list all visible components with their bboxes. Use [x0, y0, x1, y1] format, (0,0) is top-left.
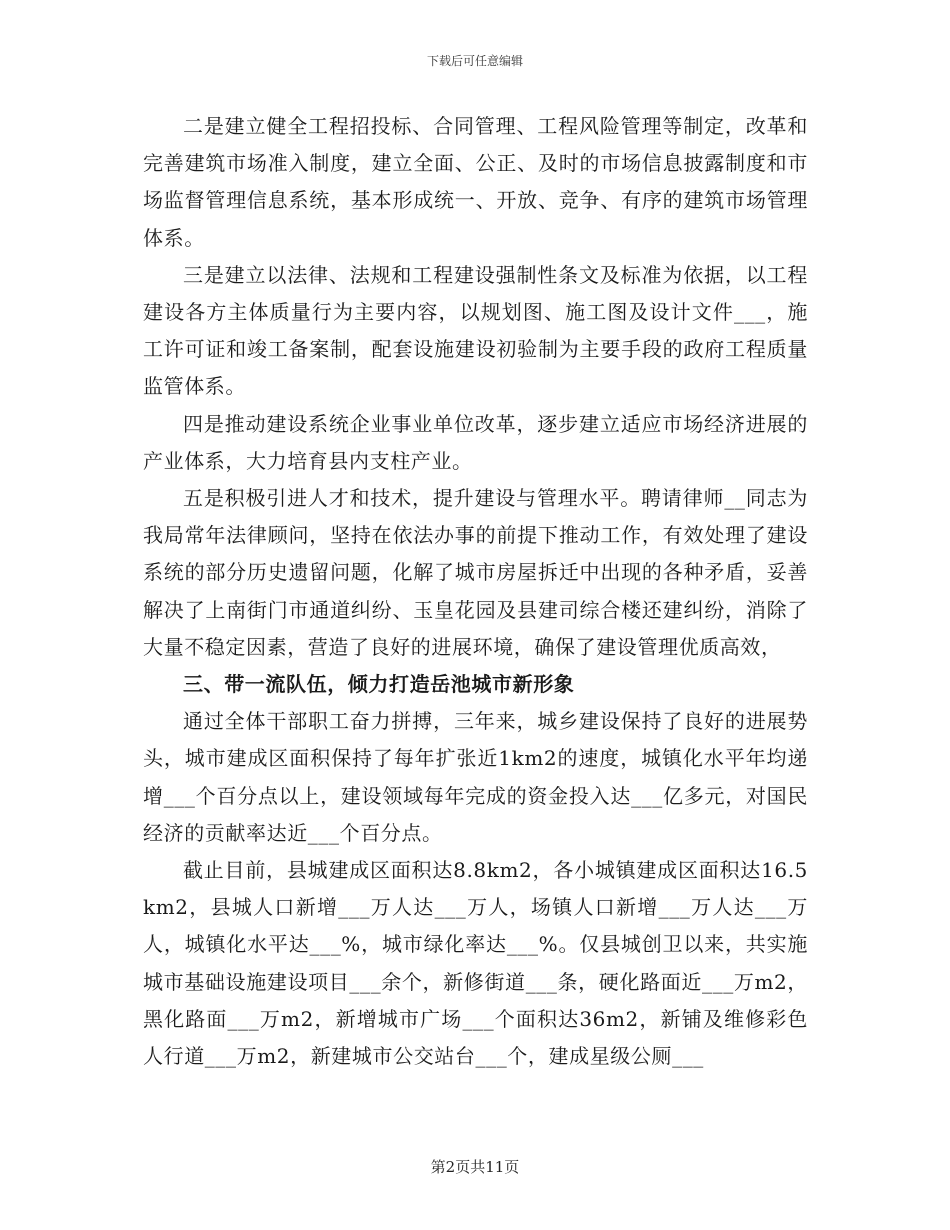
document-body	[143, 108, 808, 1075]
paragraph: 五是积极引进人才和技术，提升建设与管理水平。聘请律师__同志为我局常年法律顾问，坚持在依法办事的前提下推动工作，有效处理了建设系统的部分历史遗留问题，化解了城市房屋拆迁中出现的各种矛盾，妥善解决了上南街门市通道纠纷、玉皇花园及县建司综合楼还建纠纷，消除了大量不稳定因素，营造了良好的进展环境，确保了建设管理优质高效，	[143, 486, 808, 659]
section-heading: 三、带一流队伍，倾力打造岳池城市新形象	[183, 672, 575, 697]
paragraph: 截止目前，县城建成区面积达8.8km2，各小城镇建成区面积达16.5km2，县城人口新增___万人达___万人，场镇人口新增___万人达___万人，城镇化水平达___%，城市绿化率达___%。仅县城创卫以来，共实施城市基础设施建设项目___余个，新修街道___条，硬化路面近___万m2，黑化路面___万m2，新增城市广场___个面积达36m2，新铺及维修彩色人行道___万m2，新建城市公交站台___个，建成星级公厕___	[143, 858, 808, 1069]
paragraph: 通过全体干部职工奋力拼搏，三年来，城乡建设保持了良好的进展势头，城市建成区面积保持了每年扩张近1km2的速度，城镇化水平年均递增___个百分点以上，建设领域每年完成的资金投入达___亿多元，对国民经济的贡献率达近___个百分点。	[143, 709, 808, 845]
paragraph: 二是建立健全工程招投标、合同管理、工程风险管理等制定，改革和完善建筑市场准入制度，建立全面、公正、及时的市场信息披露制度和市场监督管理信息系统，基本形成统一、开放、竞争、有序的建筑市场管理体系。	[143, 114, 808, 250]
paragraph: 三是建立以法律、法规和工程建设强制性条文及标准为依据，以工程建设各方主体质量行为主要内容，以规划图、施工图及设计文件___，施工许可证和竣工备案制，配套设施建设初验制为主要手段的政府工程质量监管体系。	[143, 262, 808, 399]
page-header: 下载后可任意编辑	[426, 54, 523, 68]
page-number: 第2页共11页	[430, 1158, 520, 1176]
paragraph: 四是推动建设系统企业事业单位改革，逐步建立适应市场经济进展的产业体系，大力培育县内支柱产业。	[143, 411, 808, 473]
